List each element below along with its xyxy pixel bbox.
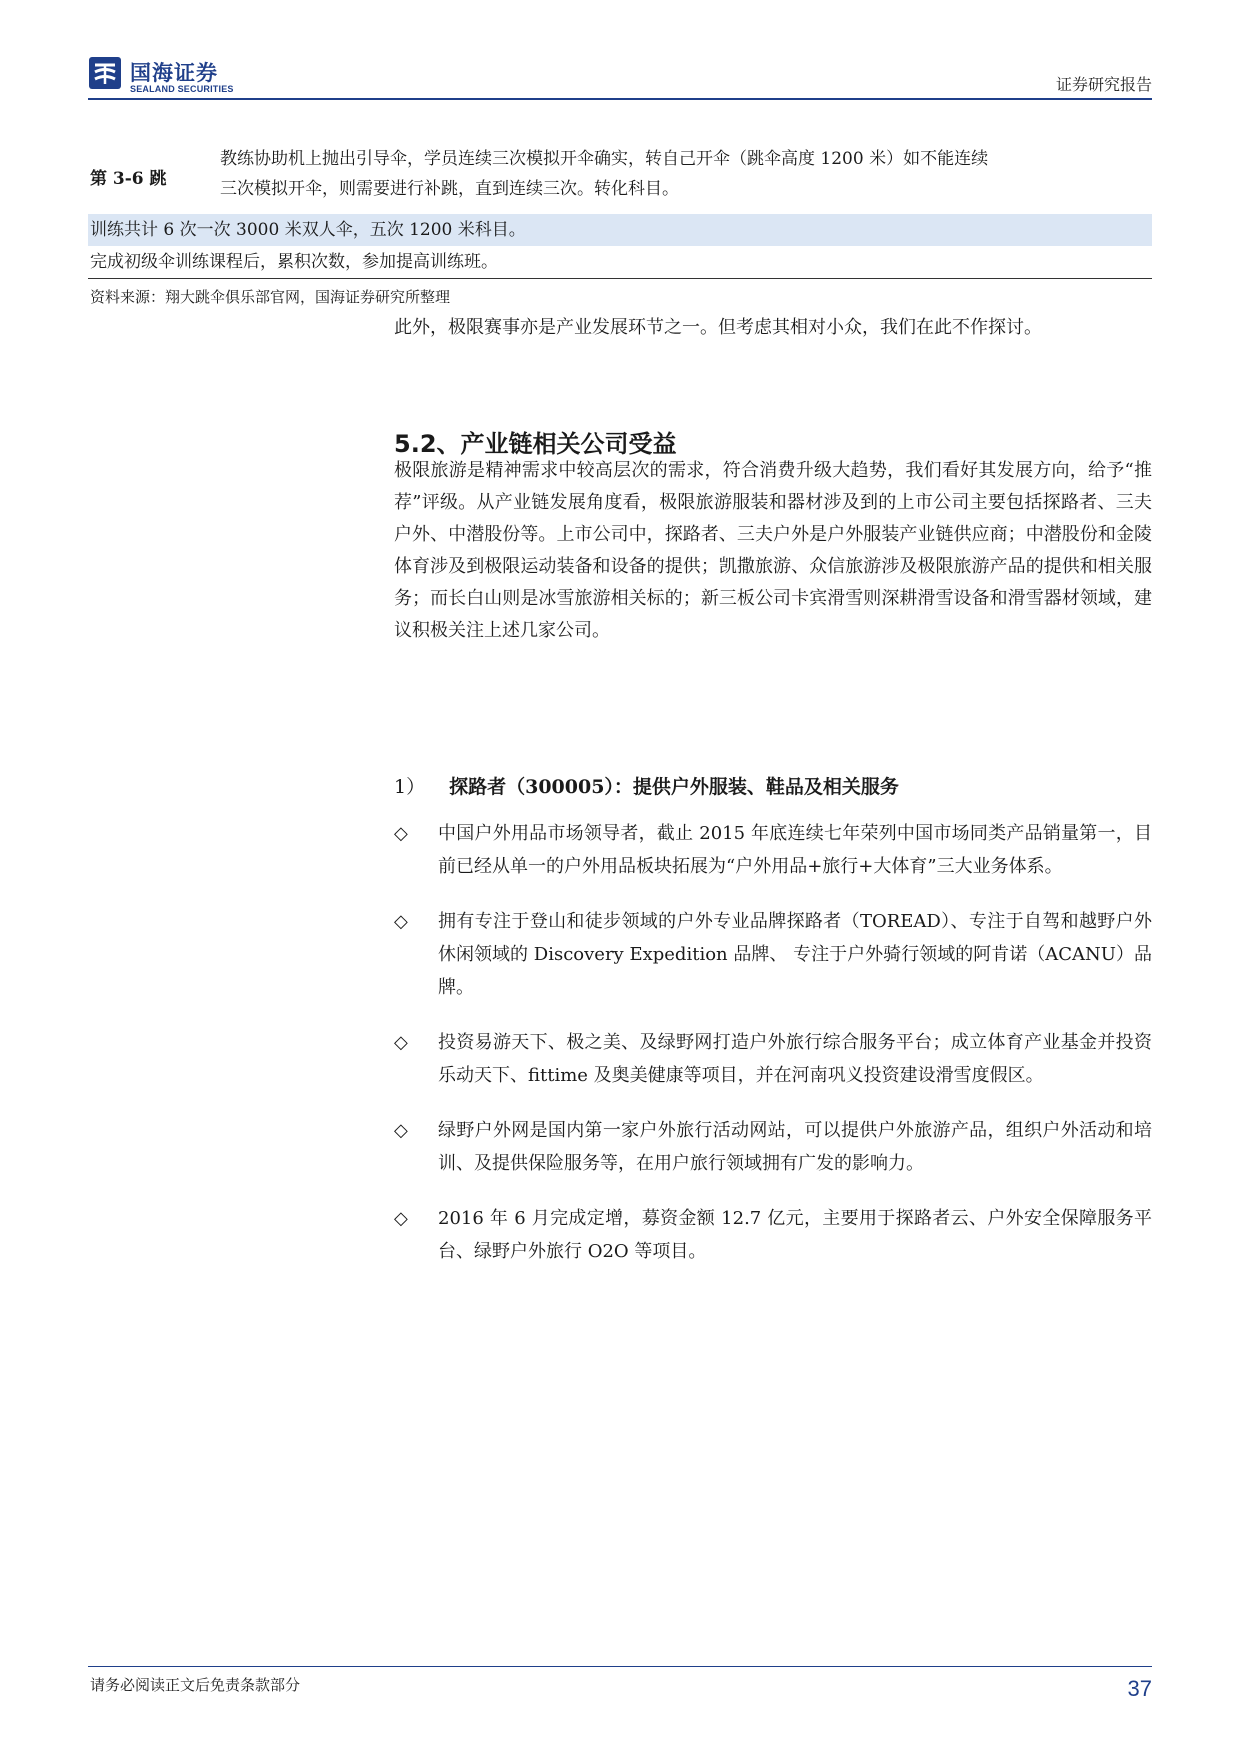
company-bullet-list: [394, 817, 1152, 1290]
list-item-text: 中国户外用品市场领导者，截止 2015 年底连续七年荣列中国市场同类产品销量第一，目前已经从单一的户外用品板块拓展为“户外用品+旅行+大体育”三大业务体系。: [438, 823, 1152, 877]
diamond-bullet-icon: ◇: [394, 1032, 408, 1053]
subtitle-text: 探路者（300005）：提供户外服装、鞋品及相关服务: [449, 776, 899, 798]
list-item-text: 绿野户外网是国内第一家户外旅行活动网站，可以提供户外旅游产品，组织户外活动和培训、及提供保险服务等，在用户旅行领域拥有广发的影响力。: [438, 1120, 1152, 1174]
section-paragraph: 极限旅游是精神需求中较高层次的需求，符合消费升级大趋势，我们看好其发展方向，给予“推荐”评级。从产业链发展角度看，极限旅游服装和器材涉及到的上市公司主要包括探路者、三夫户外、中潜股份等。上市公司中，探路者、三夫户外是户外服装产业链供应商；中潜股份和金陵体育涉及到极限运动装备和设备的提供；凯撒旅游、众信旅游涉及极限旅游产品的提供和相关服务；而长白山则是冰雪旅游相关标的；新三板公司卡宾滑雪则深耕滑雪设备和滑雪器材领域，建议积极关注上述几家公司。: [394, 460, 1152, 641]
list-item-text: 投资易游天下、极之美、及绿野网打造户外旅行综合服务平台；成立体育产业基金并投资乐动天下、fittime 及奥美健康等项目，并在河南巩义投资建设滑雪度假区。: [438, 1032, 1152, 1086]
table-row-summary: 训练共计 6 次一次 3000 米双人伞，五次 1200 米科目。: [88, 214, 1152, 246]
page-header: [88, 44, 1152, 98]
subtitle-number: 1）: [394, 776, 426, 798]
list-item-text: 拥有专注于登山和徒步领域的户外专业品牌探路者（TOREAD）、专注于自驾和越野户外休闲领域的 Discovery Expedition 品牌、 专注于户外骑行领域的阿肯诺（ACANU）品牌。: [438, 911, 1152, 998]
page-number: 37: [1127, 1676, 1152, 1701]
section-title: 5.2、产业链相关公司受益: [394, 430, 677, 458]
intro-paragraph-block: [394, 312, 1152, 344]
table-source-note: 资料来源：翔大跳伞俱乐部官网，国海证券研究所整理: [90, 288, 451, 306]
diamond-bullet-icon: ◇: [394, 1120, 408, 1141]
company-subtitle: [394, 772, 899, 799]
list-item-text: 2016 年 6 月完成定增，募资金额 12.7 亿元，主要用于探路者云、户外安全保障服务平台、绿野户外旅行 O2O 等项目。: [438, 1208, 1152, 1262]
footer-divider: [88, 1666, 1152, 1667]
sealand-logo-icon: [88, 56, 122, 90]
list-item: [394, 817, 1152, 883]
diamond-bullet-icon: ◇: [394, 823, 408, 844]
diamond-bullet-icon: ◇: [394, 1208, 408, 1229]
diamond-bullet-icon: ◇: [394, 911, 408, 932]
section-paragraph-block: [394, 455, 1152, 647]
jump-description-line: 教练协助机上抛出引导伞，学员连续三次模拟开伞确实，转自己开伞（跳伞高度 1200 米）如不能连续: [220, 149, 989, 169]
company-logo: [88, 56, 256, 96]
table-row: [88, 134, 1152, 214]
training-table: [88, 134, 1152, 279]
list-item: [394, 1114, 1152, 1180]
intro-paragraph: 此外，极限赛事亦是产业发展环节之一。但考虑其相对小众，我们在此不作探讨。: [394, 317, 1042, 338]
jump-description-line: 三次模拟开伞，则需要进行补跳，直到连续三次。转化科目。: [220, 179, 679, 199]
header-divider: [88, 98, 1152, 100]
footer-disclaimer: 请务必阅读正文后免责条款部分: [90, 1676, 301, 1694]
logo-english-name: SEALAND SECURITIES: [130, 84, 234, 94]
list-item: [394, 905, 1152, 1004]
jump-label: 第 3-6 跳: [90, 169, 167, 189]
jump-description: [220, 144, 1150, 204]
report-type-label: 证券研究报告: [1055, 75, 1152, 94]
list-item: [394, 1026, 1152, 1092]
logo-chinese-name: 国海证券: [130, 61, 218, 85]
list-item: [394, 1202, 1152, 1268]
table-row-summary: 完成初级伞训练课程后，累积次数，参加提高训练班。: [88, 246, 1152, 279]
